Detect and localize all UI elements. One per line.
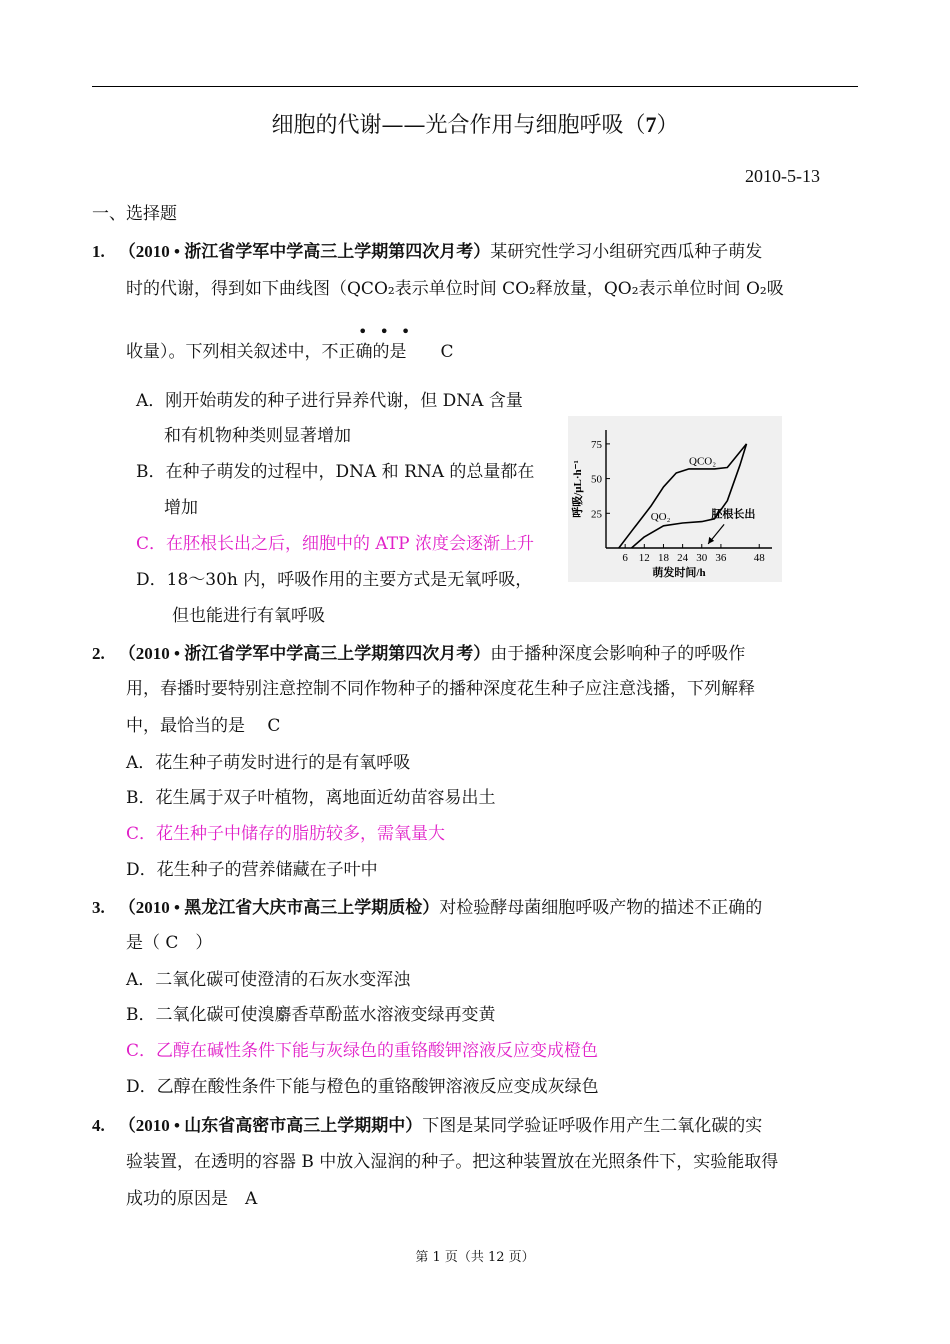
series-line-0 <box>619 444 747 548</box>
q2-option-a: A．花生种子萌发时进行的是有氧呼吸 <box>126 753 411 773</box>
q1-option-c: C．在胚根长出之后，细胞中的 ATP 浓度会逐渐上升 <box>136 534 534 554</box>
question-4-line-3: 成功的原因是 A <box>126 1189 258 1209</box>
page-title: 细胞的代谢——光合作用与细胞呼吸（7） <box>271 112 679 138</box>
y-axis-label: 呼吸/μL·h⁻¹ <box>572 460 584 518</box>
date: 2010-5-13 <box>745 166 820 186</box>
question-2-line-2: 用，春播时要特别注意控制不同作物种子的播种深度花生种子应注意浅播，下列解释 <box>126 679 755 699</box>
q3-option-b: B．二氧化碳可使溴麝香草酚蓝水溶液变绿再变黄 <box>126 1005 496 1025</box>
question-1-line-3: 收量）。下列相关叙述中，不正确的是 C <box>126 342 454 362</box>
series-label-qo2: QO₂ <box>650 511 671 524</box>
question-3-line-2: 是（ C ） <box>126 933 213 953</box>
question-2-line-3: 中，最恰当的是 C <box>126 716 281 736</box>
q1-option-a-cont: 和有机物种类则显著增加 <box>164 426 351 446</box>
y-tick-label-0: 25 <box>591 508 602 521</box>
q1-option-a: A．刚开始萌发的种子进行异养代谢，但 DNA 含量 <box>136 391 523 411</box>
q2-option-d: D．花生种子的营养储藏在子叶中 <box>126 860 378 880</box>
x-tick-label-1: 12 <box>638 552 650 564</box>
x-tick-label-4: 30 <box>696 552 708 564</box>
x-tick-label-6: 48 <box>753 552 765 564</box>
q1-option-d: D．18～30h 内，呼吸作用的主要方式是无氧呼吸， <box>136 570 533 590</box>
q2-option-c: C．花生种子中储存的脂肪较多，需氧量大 <box>126 824 446 844</box>
question-3-line-1: 3. （2010 • 黑龙江省大庆市高三上学期质检）对检验酵母菌细胞呼吸产物的描述不正确的 <box>92 898 763 918</box>
y-tick-label-1: 50 <box>591 473 602 486</box>
q1-option-b: B．在种子萌发的过程中，DNA 和 RNA 的总量都在 <box>136 462 535 482</box>
question-4-line-1: 4. （2010 • 山东省高密市高三上学期期中）下图是某同学验证呼吸作用产生二氧化碳的实 <box>92 1116 763 1136</box>
annotation-label: 胚根长出 <box>711 508 756 521</box>
section-heading: 一、选择题 <box>92 204 177 224</box>
series-label-qco2: QCO₂ <box>689 455 717 468</box>
emphasis-dots: ••• <box>358 322 423 341</box>
x-tick-label-2: 18 <box>657 552 669 564</box>
y-tick-label-2: 75 <box>591 438 602 451</box>
question-4-line-2: 验装置，在透明的容器 B 中放入湿润的种子。把这种装置放在光照条件下，实验能取得 <box>126 1152 779 1172</box>
question-1-line-2: 时的代谢，得到如下曲线图（QCO₂表示单位时间 CO₂释放量，QO₂表示单位时间 O₂吸 <box>126 279 784 299</box>
respiration-chart <box>568 416 782 582</box>
q1-option-d-cont: 但也能进行有氧呼吸 <box>172 606 325 626</box>
chart-svg <box>568 416 782 582</box>
q3-option-c: C．乙醇在碱性条件下能与灰绿色的重铬酸钾溶液反应变成橙色 <box>126 1041 599 1061</box>
q2-option-b: B．花生属于双子叶植物，离地面近幼苗容易出土 <box>126 788 496 808</box>
q3-option-a: A．二氧化碳可使澄清的石灰水变浑浊 <box>126 970 411 990</box>
x-tick-label-5: 36 <box>715 552 727 564</box>
q1-option-b-cont: 增加 <box>164 498 198 518</box>
page-footer: 第 1 页（共 12 页） <box>415 1250 535 1265</box>
question-1-line-1: 1. （2010 • 浙江省学军中学高三上学期第四次月考）某研究性学习小组研究西瓜种子萌发 <box>92 242 763 262</box>
x-tick-label-3: 24 <box>677 552 689 564</box>
x-tick-label-0: 6 <box>622 552 628 564</box>
q3-option-d: D．乙醇在酸性条件下能与橙色的重铬酸钾溶液反应变成灰绿色 <box>126 1077 599 1097</box>
x-axis-label: 萌发时间/h <box>652 567 706 579</box>
header-rule <box>92 86 858 87</box>
question-2-line-1: 2. （2010 • 浙江省学军中学高三上学期第四次月考）由于播种深度会影响种子的呼吸作 <box>92 644 746 664</box>
